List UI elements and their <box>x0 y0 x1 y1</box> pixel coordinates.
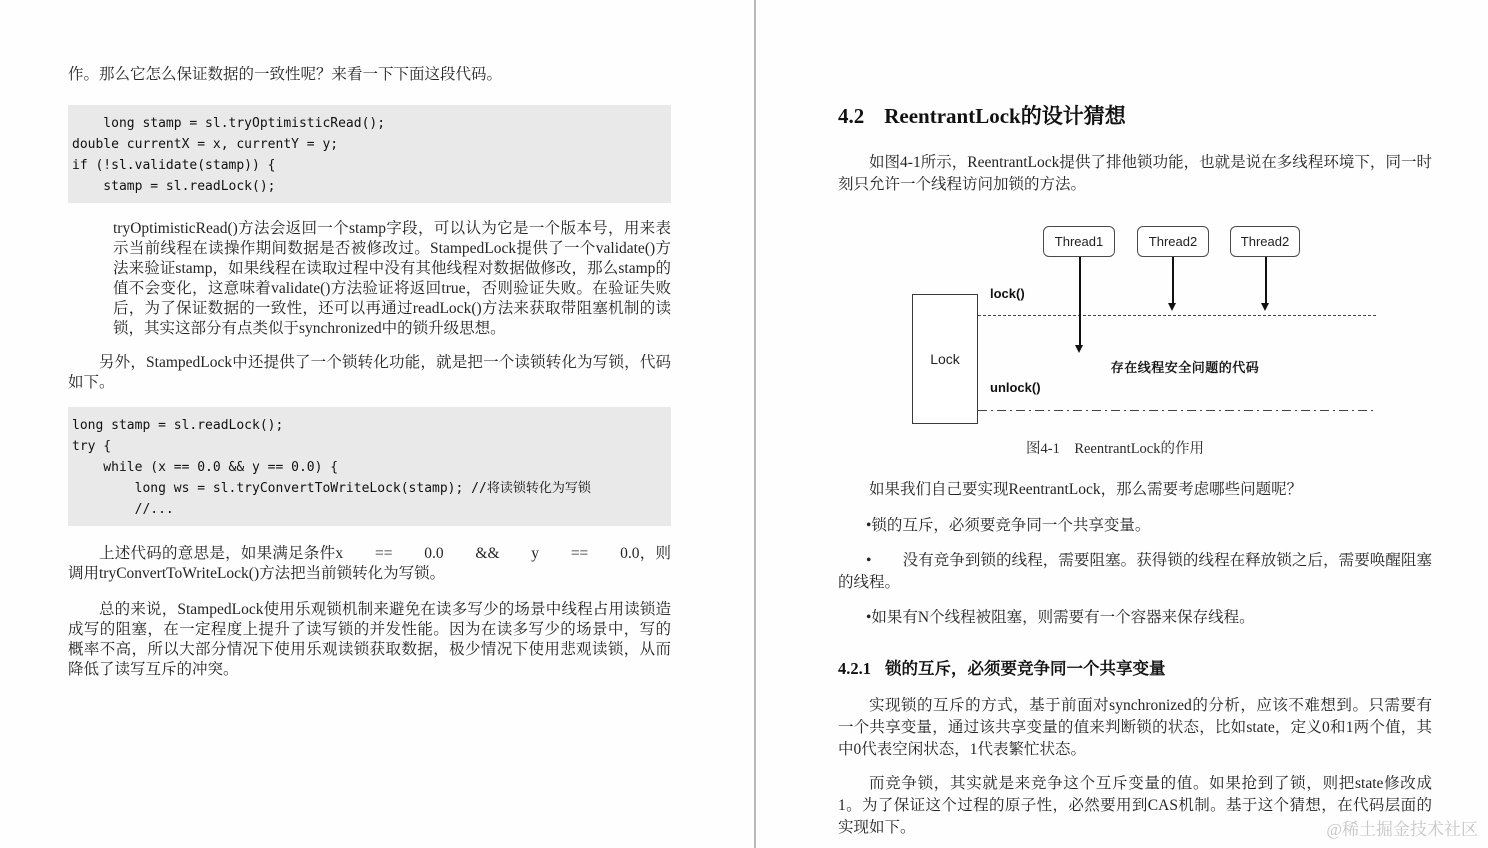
paragraph-lock-convert: 另外，StampedLock中还提供了一个锁转化功能，就是把一个读锁转化为写锁，代码如下。 <box>68 354 671 391</box>
page-divider <box>754 0 756 848</box>
section-heading <box>838 100 1432 130</box>
thread2b-arrow-head <box>1261 303 1269 311</box>
subsection-number: 4.2.1 <box>838 659 871 678</box>
subsection-heading <box>838 655 1432 679</box>
thread2b-arrow-stem <box>1265 257 1267 305</box>
thread1-box: Thread1 <box>1043 226 1115 257</box>
paragraph-code-meaning: 上述代码的意思是，如果满足条件x == 0.0 && y == 0.0，则调用tryConvertToWriteLock()方法把当前锁转化为写锁。 <box>68 545 671 582</box>
lock-boundary-line <box>978 315 1376 316</box>
figure-caption: 图4-1 ReentrantLock的作用 <box>1026 441 1204 457</box>
bullet-container: •如果有N个线程被阻塞，则需要有一个容器来保存线程。 <box>866 609 1255 626</box>
unlock-boundary-line <box>978 410 1376 411</box>
paragraph-state: 实现锁的互斥的方式，基于前面对synchronized的分析，应该不难想到。只需要有一个共享变量，通过该共享变量的值来判断锁的状态，比如state，定义0和1两个值，其中0代表空闲状态，1代表繁忙状态。 <box>838 697 1432 758</box>
lock-method-label: lock() <box>990 286 1025 301</box>
critical-section-label: 存在线程安全问题的代码 <box>1110 360 1260 375</box>
paragraph-summary: 总的来说，StampedLock使用乐观锁机制来避免在读多写少的场景中线程占用读锁造成写的阻塞，在一定程度上提升了读写锁的并发性能。因为在读多写少的场景中，写的概率不高，所以大部分情况下使用乐观读锁获取数据，极少情况下使用悲观读锁，从而降低了读写互斥的冲突。 <box>68 601 671 678</box>
subsection-title: 锁的互斥，必须要竞争同一个共享变量 <box>885 659 1166 678</box>
thread2-arrow-stem <box>1172 257 1174 305</box>
code-line: double currentX = x, currentY = y; <box>72 137 339 152</box>
page-right <box>838 60 1432 839</box>
thread2-arrow-head <box>1168 303 1176 311</box>
section-number: 4.2 <box>838 104 865 128</box>
code-block-convert-write-lock <box>68 407 671 526</box>
paragraph-reentrantlock-intro: 如图4-1所示，ReentrantLock提供了排他锁功能，也就是说在多线程环境下，同一时刻只允许一个线程访问加锁的方法。 <box>838 154 1432 193</box>
page-left <box>68 65 671 680</box>
section-title: ReentrantLock的设计猜想 <box>884 104 1126 128</box>
thread1-arrow-stem <box>1079 257 1081 347</box>
code-line: stamp = sl.readLock(); <box>72 179 276 194</box>
thread1-arrow-head <box>1075 345 1083 353</box>
code-line: while (x == 0.0 && y == 0.0) { <box>72 460 339 475</box>
thread2-box: Thread2 <box>1137 226 1209 257</box>
paragraph-intro: 作。那么它怎么保证数据的一致性呢？来看一下下面这段代码。 <box>68 66 503 83</box>
paragraph-question: 如果我们自己要实现ReentrantLock，那么需要考虑哪些问题呢？ <box>869 481 1303 498</box>
code-line: try { <box>72 439 112 454</box>
code-block-optimistic-read <box>68 105 671 203</box>
thread2b-box: Thread2 <box>1230 226 1300 257</box>
code-line: //... <box>72 502 174 517</box>
code-line: long stamp = sl.tryOptimisticRead(); <box>72 116 386 131</box>
code-line: long stamp = sl.readLock(); <box>72 418 284 433</box>
lock-box: Lock <box>912 294 978 424</box>
figure-4-1 <box>838 224 1432 459</box>
code-line: long ws = sl.tryConvertToWriteLock(stamp); //将读锁转化为写锁 <box>72 481 591 496</box>
bullet-mutex: •锁的互斥，必须要竞争同一个共享变量。 <box>866 517 1151 534</box>
unlock-method-label: unlock() <box>990 380 1041 395</box>
watermark-text: @稀土掘金技术社区 <box>1326 820 1478 839</box>
bullet-block-wakeup: • 没有竞争到锁的线程，需要阻塞。获得锁的线程在释放锁之后，需要唤醒阻塞的线程。 <box>838 552 1432 591</box>
code-line: if (!sl.validate(stamp)) { <box>72 158 276 173</box>
paragraph-cas: 而竞争锁，其实就是来竞争这个互斥变量的值。如果抢到了锁，则把state修改成1。为了保证这个过程的原子性，必然要用到CAS机制。基于这个猜想，在代码层面的实现如下。 <box>838 775 1432 836</box>
paragraph-try-optimistic-read: tryOptimisticRead()方法会返回一个stamp字段，可以认为它是一个版本号，用来表示当前线程在读操作期间数据是否被修改过。StampedLock提供了一个validate()方法来验证stamp，如果线程在读取过程中没有其他线程对数据做修改，那么stamp的值不会变化，这意味着validate()方法验证将返回true，否则验证失败。在验证失败后，为了保证数据的一致性，还可以再通过readLock()方法来获取带阻塞机制的读锁，其实这部分有点类似于synchronized中的锁升级思想。 <box>113 220 671 337</box>
